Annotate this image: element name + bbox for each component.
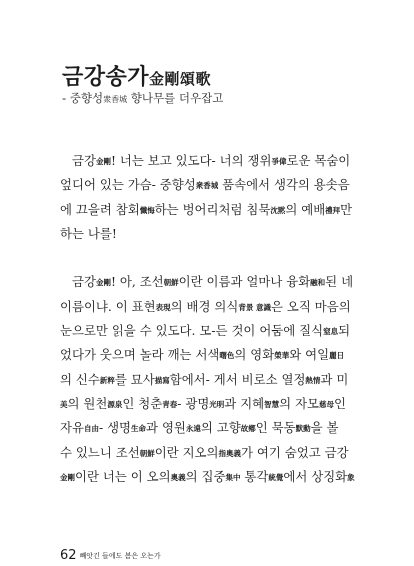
hanja-annotation: 融和 — [310, 278, 326, 288]
subtitle-hanja: 衆香城 — [103, 95, 128, 104]
hanja-annotation: 懺悔 — [139, 205, 155, 215]
text-run: 이란 너는 이 오의 — [75, 468, 171, 484]
hanja-annotation: 窒息 — [323, 327, 339, 337]
hanja-annotation: 永遠 — [185, 424, 201, 434]
text-run: 눈으로만 읽을 수 있도다. 모-든 것이 어둠에 질식 — [60, 323, 324, 339]
hanja-annotation: 朝鮮 — [139, 448, 155, 458]
text-run: 통각 — [240, 468, 269, 484]
hanja-annotation: 象 — [347, 472, 355, 482]
text-run: 이름이냐. 이 표현 — [60, 298, 156, 314]
hanja-annotation: 朝鮮 — [163, 278, 179, 288]
text-line — [60, 173, 358, 197]
text-run: 과 미 — [320, 371, 349, 387]
text-run: 의 집중 — [185, 468, 226, 484]
hanja-annotation: 背景 意識 — [238, 302, 271, 312]
hanja-annotation: 靑春 — [162, 399, 178, 409]
text-run: 되 — [338, 323, 351, 339]
text-run: 자유 — [60, 420, 84, 436]
text-run: 의 자모 — [279, 395, 320, 411]
text-line — [60, 416, 358, 440]
hanja-annotation: 麗日 — [329, 351, 345, 361]
text-run: 과 영원 — [146, 420, 186, 436]
text-run: 하는 벙어리처럼 침묵 — [154, 201, 271, 217]
body-text — [60, 149, 358, 489]
hanja-annotation: 奧義 — [170, 472, 186, 482]
text-run: 의 신수 — [60, 371, 100, 387]
text-run: - 광명 — [177, 395, 210, 411]
hanja-annotation: 金剛 — [95, 157, 111, 166]
text-line — [60, 465, 358, 489]
hanja-annotation: 新粹 — [99, 375, 115, 385]
hanja-annotation: 自由 — [83, 424, 99, 434]
hanja-annotation: 光明 — [209, 399, 225, 409]
text-run: 함에서- 게서 비로소 열정 — [169, 371, 306, 387]
text-run: ! 너는 보고 있도다- 너의 쟁위 — [110, 153, 272, 168]
text-run: 었다가 웃으며 놀라 깨는 서색 — [60, 347, 220, 363]
hanja-annotation: 榮華 — [274, 351, 290, 361]
poem-title — [62, 60, 211, 91]
hanja-annotation: 生命 — [131, 424, 147, 434]
text-run: 를 묘사 — [114, 371, 155, 387]
text-run: 에 끄을려 참회 — [60, 201, 140, 217]
text-run: 을 볼 — [310, 420, 339, 436]
hanja-annotation: 曙色 — [219, 351, 235, 361]
text-run: 된 네 — [325, 274, 354, 290]
hanja-annotation: 源泉 — [107, 399, 123, 409]
text-run: 이란 지오의 — [154, 444, 219, 460]
text-run: 금강 — [72, 274, 96, 290]
hanja-annotation: 默動 — [295, 424, 311, 434]
hanja-annotation: 指奧義 — [218, 448, 241, 458]
text-line — [60, 270, 358, 294]
text-run: 엎디어 있는 가슴- 중향성 — [60, 177, 196, 193]
text-line — [60, 441, 358, 465]
text-run: 의 예배 — [285, 201, 326, 217]
text-line — [60, 222, 358, 246]
text-line — [60, 149, 358, 173]
text-run: 이란 이름과 얼마나 융화 — [178, 274, 311, 290]
paragraph-gap — [60, 246, 358, 270]
text-run: 가 여기 숨었고 금강 — [241, 444, 349, 460]
text-line — [60, 319, 358, 343]
hanja-annotation: 沈黙 — [270, 205, 286, 215]
text-run: 의 고향 — [200, 420, 241, 436]
text-run: 로운 목숨이 — [286, 153, 351, 168]
paragraph-2 — [60, 270, 358, 489]
text-run: 인 — [334, 395, 346, 411]
hanja-annotation: 統覺 — [268, 472, 284, 482]
title-hanja: 金剛頌歌 — [149, 70, 212, 88]
hanja-annotation: 熱情 — [305, 375, 321, 385]
hanja-annotation: 故鄕 — [240, 424, 256, 434]
page-footer — [60, 544, 161, 563]
title-hangul: 금강송가 — [62, 65, 150, 90]
hanja-annotation: 美 — [60, 399, 68, 409]
text-line — [60, 343, 358, 367]
text-line — [60, 392, 358, 416]
text-run: 에서 상징화 — [283, 468, 348, 484]
text-run: 의 원천 — [67, 395, 108, 411]
text-run: 의 영화 — [234, 347, 275, 363]
poem-subtitle — [62, 90, 223, 106]
hanja-annotation: 智慧 — [264, 399, 280, 409]
hanja-annotation: 衆香城 — [195, 181, 219, 191]
text-run: 인 묵동 — [255, 420, 296, 436]
text-run: ! 아, 조선 — [110, 274, 164, 290]
text-run: 하는 나를! — [60, 225, 117, 241]
hanja-annotation: 爭偉 — [271, 157, 287, 166]
page-number: 62 — [60, 548, 77, 563]
running-book-title: 빼앗긴 들에도 봄은 오는가 — [79, 552, 161, 560]
hanja-annotation: 禮拜 — [325, 205, 341, 215]
paragraph-1 — [60, 149, 358, 246]
text-run: 수 있느니 조선 — [60, 444, 140, 460]
subtitle-prefix: - 중향성 — [62, 91, 104, 105]
hanja-annotation: 集中 — [225, 472, 241, 482]
text-run: 의 배경 의식 — [170, 298, 239, 314]
hanja-annotation: 金剛 — [60, 472, 75, 482]
text-run: 와 여일 — [289, 347, 330, 363]
text-line — [60, 368, 358, 392]
hanja-annotation: 金剛 — [95, 278, 111, 288]
text-line — [60, 198, 358, 222]
text-line — [60, 295, 358, 319]
hanja-annotation: 慈母 — [319, 399, 335, 409]
text-run: 품속에서 생각의 용솟음 — [218, 177, 350, 193]
text-run: 만 — [340, 201, 353, 217]
text-run: 과 지혜 — [224, 395, 265, 411]
text-run: 인 청춘 — [122, 395, 163, 411]
text-run: - 생명 — [98, 420, 132, 436]
text-run: 금강 — [72, 153, 96, 168]
hanja-annotation: 描寫 — [154, 375, 170, 385]
text-run: 은 오직 마음의 — [270, 298, 351, 314]
hanja-annotation: 表現 — [155, 302, 171, 312]
subtitle-suffix: 향나무를 더우잡고 — [127, 91, 224, 105]
